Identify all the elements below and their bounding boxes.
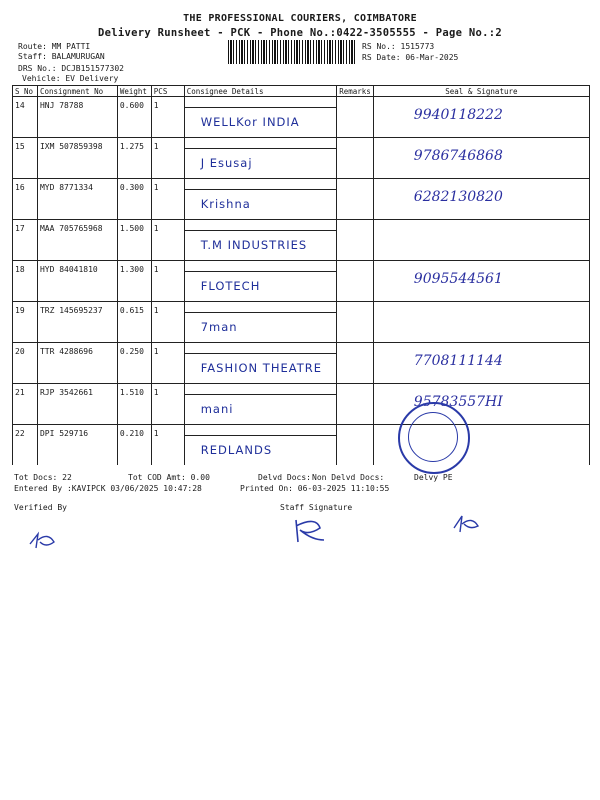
delivered-docs: Delvd Docs:: [258, 473, 311, 482]
staff-signature: [290, 516, 330, 546]
row-sno: 17: [13, 220, 38, 261]
table-row: [13, 302, 590, 343]
consignee-handwriting: WELLKor INDIA: [200, 115, 300, 129]
delivery-signature: [452, 512, 482, 534]
row-sno: 21: [13, 384, 38, 425]
table-row: [13, 179, 590, 220]
row-seal-signature: [373, 343, 589, 384]
table-row: [13, 343, 590, 384]
row-weight: 1.300: [117, 261, 151, 302]
row-pcs: 1: [151, 384, 184, 425]
row-consignment-no: RJP 3542661: [37, 384, 117, 425]
row-consignee-cell: [184, 261, 336, 302]
table-row: [13, 97, 590, 138]
company-title: THE PROFESSIONAL COURIERS, COIMBATORE: [183, 13, 417, 24]
vehicle-label: Vehicle: EV Delivery: [22, 74, 119, 83]
row-consignee-cell: [184, 302, 336, 343]
table-row: [13, 261, 590, 302]
table-header: [13, 86, 590, 97]
table-row: [13, 384, 590, 425]
consignee-handwriting: mani: [200, 402, 234, 416]
row-weight: 0.300: [117, 179, 151, 220]
consignee-handwriting: T.M INDUSTRIES: [200, 238, 308, 252]
col-remarks: Remarks: [337, 86, 374, 97]
total-docs: Tot Docs: 22: [14, 473, 72, 482]
delivery-pe: Delvy PE: [414, 473, 453, 482]
row-weight: 0.210: [117, 425, 151, 466]
route-label: Route: MM PATTI: [18, 42, 91, 51]
barcode: [228, 40, 356, 64]
row-consignee-cell: [184, 425, 336, 466]
row-pcs: 1: [151, 179, 184, 220]
row-seal-signature: [373, 138, 589, 179]
row-remarks: [337, 343, 374, 384]
row-consignment-no: TTR 4288696: [37, 343, 117, 384]
row-weight: 0.600: [117, 97, 151, 138]
row-consignee-cell: [184, 343, 336, 384]
row-seal-signature: [373, 261, 589, 302]
consignee-handwriting: FLOTECH: [200, 279, 261, 293]
row-sno: 16: [13, 179, 38, 220]
recipient-phone-handwriting: 9786746868: [413, 148, 503, 164]
drs-number: DRS No.: DCJB15157730​2: [18, 64, 124, 73]
col-sno: S No: [13, 86, 38, 97]
row-consignment-no: TRZ 145695237: [37, 302, 117, 343]
staff-label: Staff: BALAMURUGAN: [18, 52, 105, 61]
row-weight: 0.250: [117, 343, 151, 384]
consignee-handwriting: J Esusaj: [200, 156, 253, 170]
runsheet-subtitle: Delivery Runsheet - PCK - Phone No.:0422-3505555 - Page No.:2: [98, 27, 502, 39]
row-sno: 20: [13, 343, 38, 384]
verified-signature: [28, 530, 58, 552]
row-consignment-no: HNJ 78788: [37, 97, 117, 138]
row-remarks: [337, 97, 374, 138]
recipient-phone-handwriting: 9940118222: [413, 107, 503, 123]
col-pcs: PCS: [151, 86, 184, 97]
total-cod: Tot COD Amt: 0.00: [128, 473, 210, 482]
row-remarks: [337, 384, 374, 425]
consignee-handwriting: REDLANDS: [200, 443, 273, 457]
consignee-handwriting: 7man: [200, 320, 238, 334]
table-row: [13, 220, 590, 261]
row-pcs: 1: [151, 138, 184, 179]
row-pcs: 1: [151, 343, 184, 384]
row-consignee-cell: [184, 97, 336, 138]
row-pcs: 1: [151, 261, 184, 302]
table-row: [13, 138, 590, 179]
row-consignment-no: DPI 529716: [37, 425, 117, 466]
row-remarks: [337, 261, 374, 302]
row-seal-signature: [373, 97, 589, 138]
row-weight: 1.510: [117, 384, 151, 425]
row-pcs: 1: [151, 220, 184, 261]
row-weight: 0.615: [117, 302, 151, 343]
col-seal: Seal & Signature: [373, 86, 589, 97]
runsheet-table: [12, 85, 590, 465]
delivery-stamp: [398, 402, 470, 474]
row-pcs: 1: [151, 97, 184, 138]
recipient-phone-handwriting: 9095544561: [413, 271, 503, 287]
col-consignment: Consignment No: [37, 86, 117, 97]
row-pcs: 1: [151, 425, 184, 466]
recipient-phone-handwriting: 7708111144: [413, 353, 503, 369]
row-consignee-cell: [184, 138, 336, 179]
col-weight: Weight: [117, 86, 151, 97]
staff-signature-label: Staff Signature: [280, 503, 353, 512]
consignee-handwriting: Krishna: [200, 197, 251, 211]
row-consignment-no: MAA 705765968: [37, 220, 117, 261]
row-remarks: [337, 138, 374, 179]
row-seal-signature: [373, 220, 589, 261]
recipient-phone-handwriting: 95783557HI: [413, 394, 503, 410]
row-sno: 14: [13, 97, 38, 138]
row-weight: 1.500: [117, 220, 151, 261]
row-remarks: [337, 179, 374, 220]
row-sno: 19: [13, 302, 38, 343]
row-sno: 18: [13, 261, 38, 302]
row-consignee-cell: [184, 384, 336, 425]
col-consignee: Consignee Details: [184, 86, 336, 97]
rs-date: RS Date: 06-Mar-2025: [362, 53, 459, 62]
row-pcs: 1: [151, 302, 184, 343]
row-seal-signature: [373, 302, 589, 343]
row-remarks: [337, 220, 374, 261]
verified-by-label: Verified By: [14, 503, 67, 512]
row-sno: 22: [13, 425, 38, 466]
row-remarks: [337, 425, 374, 466]
row-consignee-cell: [184, 220, 336, 261]
row-seal-signature: [373, 179, 589, 220]
recipient-phone-handwriting: 6282130820: [413, 189, 503, 205]
row-weight: 1.275: [117, 138, 151, 179]
row-consignee-cell: [184, 179, 336, 220]
consignee-handwriting: FASHION THEATRE: [200, 361, 322, 375]
row-consignment-no: HYD 84041810: [37, 261, 117, 302]
rs-number: RS No.: 1515773: [362, 42, 435, 51]
table-row: [13, 425, 590, 466]
row-remarks: [337, 302, 374, 343]
entered-by: Entered By :KAVIPCK 03/06/2025 10:47:28: [14, 484, 202, 493]
row-consignment-no: IXM 507859398: [37, 138, 117, 179]
row-consignment-no: MYD 8771334: [37, 179, 117, 220]
row-sno: 15: [13, 138, 38, 179]
non-delivered-docs: Non Delvd Docs:: [312, 473, 385, 482]
printed-on: Printed On: 06-03-2025 11:10:55: [240, 484, 390, 493]
